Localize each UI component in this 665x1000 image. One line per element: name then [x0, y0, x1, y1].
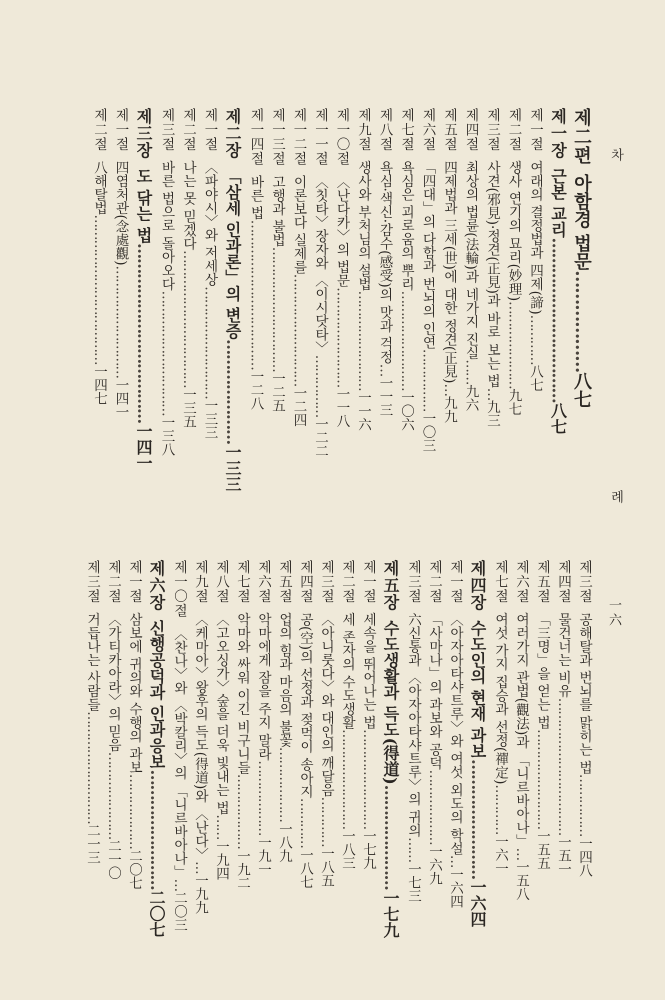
toc-leader-dots: …………………	[223, 339, 242, 445]
toc-entry-label: 제九절	[355, 108, 371, 152]
toc-section-entry	[298, 560, 312, 888]
toc-entry-label: 제二절	[426, 560, 442, 604]
toc-section-entry	[406, 560, 420, 903]
toc-section-entry	[181, 108, 195, 428]
toc-entry-title: 악마에게 잠을 주지 말라	[255, 612, 271, 761]
running-header-center: 례	[608, 490, 623, 505]
toc-section-entry	[291, 108, 305, 427]
toc-page-number: 一八五	[318, 846, 334, 888]
toc-page-number: 一四一	[134, 423, 153, 472]
toc-leader-dots: …	[447, 854, 463, 868]
toc-page-number: 一二五	[269, 371, 285, 413]
toc-entry-label: 제二편	[571, 108, 592, 165]
toc-entry-label: 제二절	[105, 560, 121, 604]
toc-page-number: 一九九	[192, 873, 208, 915]
toc-section-entry	[172, 560, 186, 932]
toc-entry-label: 제一절	[447, 560, 463, 604]
toc-section-entry	[442, 108, 456, 423]
toc-leader-dots: ……………	[576, 773, 592, 837]
toc-page-number: 一七三	[405, 862, 421, 903]
toc-entry-label: 제五절	[534, 560, 550, 604]
toc-section-entry	[506, 108, 520, 416]
toc-page-number: 二〇七	[126, 848, 142, 890]
toc-section-entry	[334, 108, 348, 428]
toc-page-number: 一五八	[513, 860, 529, 901]
toc-entry-label: 제一절	[201, 108, 218, 152]
toc-entry-title: 여섯 가지 집승과 선정(禪定)	[492, 612, 508, 785]
toc-section-entry	[399, 108, 413, 431]
toc-entry-label: 제六절	[513, 560, 529, 604]
toc-page-number: 一三八	[158, 415, 175, 457]
toc-entry-title: 六신통과 〈아자아타샤트루〉의 귀의	[405, 612, 421, 838]
toc-entry-title: 〈고오싱가〉숲을 더욱 빛내는 법	[213, 612, 229, 815]
toc-entry-title: 도 닦는 법	[134, 168, 153, 244]
toc-page-number: 一一八	[333, 387, 350, 428]
toc-section-entry	[270, 108, 284, 412]
toc-leader-dots: ………………………………	[247, 219, 264, 370]
toc-page-number: 八七	[527, 364, 543, 392]
toc-page-number: 一六九	[426, 844, 442, 886]
toc-entry-title: 생사와 부처님의 설법	[355, 160, 371, 291]
toc-leader-dots: ………………………	[112, 265, 129, 379]
toc-entry-title: 「사마나」의 과보와 공덕	[426, 612, 442, 770]
toc-entry-label: 제三절	[405, 560, 421, 604]
toc-entry-title: 「四대」의 다함과 번뇌의 인연	[419, 160, 436, 349]
toc-entry-title: 「三명」을 얻는 법	[534, 612, 550, 730]
toc-leader-dots: …………………	[381, 784, 400, 890]
toc-entry-label: 제一〇절	[171, 560, 187, 618]
toc-page-number: 一七九	[360, 829, 376, 870]
toc-entry-label: 제四절	[555, 560, 571, 604]
toc-section-entry	[248, 108, 262, 410]
toc-leader-dots: ……	[213, 814, 229, 840]
toc-leader-dots: ……………………	[468, 759, 487, 880]
toc-entry-label: 제三절	[484, 108, 500, 152]
toc-section-entry	[202, 108, 216, 439]
toc-section-entry	[427, 560, 441, 885]
toc-entry-label: 제五장	[381, 560, 400, 611]
toc-chapter-entry	[224, 108, 240, 492]
toc-leader-dots: ……	[405, 837, 421, 863]
toc-section-entry	[577, 560, 591, 877]
toc-leader-dots: ………………	[571, 270, 592, 373]
toc-leader-dots: ………………	[426, 769, 442, 845]
toc-section-entry	[356, 108, 370, 431]
toc-leader-dots: …	[171, 878, 187, 892]
toc-page-number: 一二二	[312, 417, 328, 458]
toc-entry-label: 제三장	[134, 108, 153, 159]
toc-page-number: 一六四	[468, 879, 487, 928]
toc-entry-label: 제七절	[492, 560, 508, 604]
toc-page-number: 二〇七	[147, 889, 166, 938]
toc-page-number: 一六一	[492, 834, 508, 875]
toc-leader-dots: …	[192, 861, 208, 874]
toc-entry-title: 〈아자아타샤트루〉와 여섯 외도의 학설	[447, 612, 463, 855]
toc-section-entry	[463, 108, 477, 411]
toc-leader-dots: ………………………	[84, 711, 100, 824]
toc-entry-title: 악마와 싸워 이긴 비구니들	[234, 612, 250, 774]
toc-entry-title: 물건너는 비유	[555, 612, 571, 698]
toc-leader-dots: ………………………………	[91, 214, 107, 365]
toc-leader-dots: ………………	[255, 760, 271, 836]
toc-page-number: 一四七	[91, 364, 107, 405]
toc-entry-title: 사견(邪見)·정견(正見)과 바로 보는 법	[484, 160, 500, 388]
toc-page-number: 一三五	[180, 387, 196, 429]
toc-page-number: 九三	[484, 400, 500, 428]
toc-entry-label: 제一二절	[290, 108, 307, 166]
toc-entry-title: 세속을 뛰어나는 법	[360, 612, 376, 730]
toc-page-number: 九六	[462, 384, 479, 412]
toc-chapter-entry	[550, 108, 566, 435]
toc-page-number: 一三三	[223, 444, 242, 493]
toc-leader-dots: …	[441, 383, 457, 396]
toc-entry-label: 제六절	[419, 108, 436, 152]
toc-page-number: 一三三	[201, 398, 218, 440]
toc-page-number: 一五一	[555, 835, 571, 876]
toc-section-entry	[193, 560, 207, 914]
toc-page-number: 一六四	[447, 867, 463, 908]
toc-leader-dots: …………………	[105, 751, 121, 840]
toc-leader-dots: ……………	[312, 354, 328, 418]
toc-leader-dots: ………………………………	[134, 243, 153, 424]
toc-entry-label: 제二절	[91, 108, 107, 152]
running-header-left: 차	[608, 148, 623, 163]
toc-leader-dots: ………………	[234, 773, 250, 849]
toc-page-number: 一七九	[381, 889, 400, 938]
toc-section-entry	[514, 560, 528, 901]
toc-page-number: 二一〇	[105, 839, 121, 880]
toc-leader-dots: …………	[318, 796, 334, 847]
toc-page-number: 一一六	[355, 390, 371, 432]
toc-leader-dots: ……………………	[333, 287, 350, 388]
toc-page-number: 一八七	[297, 847, 313, 889]
toc-section-entry	[92, 108, 106, 405]
toc-page-number: 一九四	[213, 839, 229, 880]
toc-entry-title: 바른 법으로 돌아오다	[158, 160, 175, 291]
toc-section-entry	[277, 560, 291, 862]
toc-leader-dots: …………………	[505, 301, 522, 389]
toc-leader-dots: ……………………	[398, 290, 414, 391]
toc-entry-label: 제五절	[441, 108, 457, 152]
toc-entry-title: 〈난다카〉의 법문	[333, 175, 350, 288]
toc-page-number: 一二四	[290, 386, 307, 427]
toc-leader-dots: ………………………	[201, 286, 218, 399]
toc-entry-title: 여러가지 관법(觀法)과 「니르바아나」	[513, 612, 529, 848]
toc-entry-title: 〈칫타〉장자와 〈이시닷타〉	[312, 175, 328, 355]
toc-page-number: 八七	[548, 402, 568, 435]
toc-leader-dots: ……	[462, 359, 479, 385]
toc-entry-label: 제六절	[255, 560, 271, 604]
toc-section-entry	[493, 560, 507, 875]
toc-part-entry	[572, 108, 590, 408]
toc-entry-title: 〈아니룻다〉와 대인의 깨달음	[318, 612, 334, 797]
toc-leader-dots: ………………	[126, 773, 142, 849]
toc-entry-title: 최상의 법륜(法輪)과 네가지 진실	[462, 160, 479, 360]
toc-entry-title: 「삼세 인과론」의 변증	[223, 168, 242, 340]
toc-section-entry	[106, 560, 120, 880]
toc-entry-label: 제三절	[158, 108, 175, 152]
toc-entry-label: 제一절	[112, 108, 129, 152]
toc-section-entry	[485, 108, 499, 427]
toc-entry-title: 근본 교리	[548, 168, 568, 238]
toc-entry-title: 욕심은 괴로움의 뿌리	[398, 160, 414, 291]
toc-page-number: 九七	[505, 388, 522, 416]
toc-entry-title: 거듭나는 사람들	[84, 612, 100, 712]
toc-leader-dots: …	[513, 847, 529, 861]
toc-entry-label: 제三절	[318, 560, 334, 604]
toc-section-entry	[235, 560, 249, 889]
toc-leader-dots: ………………	[276, 746, 292, 822]
toc-leader-dots: ……………………………	[548, 237, 568, 403]
toc-section-entry	[556, 560, 570, 876]
toc-section-entry	[420, 108, 434, 452]
toc-leader-dots: ……………………	[360, 729, 376, 830]
toc-leader-dots: ……………………………	[555, 697, 571, 836]
toc-entry-label: 제八절	[213, 560, 229, 604]
toc-chapter-entry	[382, 560, 398, 938]
toc-section-entry	[256, 560, 270, 876]
toc-entry-label: 제一〇절	[333, 108, 350, 166]
toc-entry-label: 제三절	[84, 560, 100, 604]
toc-entry-label: 제四절	[297, 560, 313, 604]
toc-leader-dots: …………	[297, 797, 313, 848]
page-number: 一六	[606, 598, 621, 628]
toc-section-entry	[214, 560, 228, 880]
toc-section-entry	[113, 108, 127, 419]
toc-section-entry	[85, 560, 99, 864]
toc-leader-dots: ……………………	[534, 729, 550, 830]
toc-section-entry	[361, 560, 375, 870]
toc-entry-label: 제一절	[126, 560, 142, 604]
toc-entry-label: 제三절	[576, 560, 592, 604]
toc-page-number: 一五五	[534, 829, 550, 870]
toc-section-entry	[159, 108, 173, 456]
toc-entry-title: 이론보다 실제를	[290, 175, 307, 274]
toc-leader-dots: …………………………	[158, 290, 175, 416]
toc-entry-title: 〈케마아〉왕후의 득도(得道)와 〈난다〉	[192, 612, 208, 862]
toc-entry-title: 八해탈법	[91, 160, 107, 215]
toc-page-number: 一四一	[112, 378, 129, 419]
toc-page-number: 一〇六	[398, 390, 414, 432]
toc-entry-title: 업의 힘과 마음의 불꽃	[276, 612, 292, 747]
toc-entry-label: 제二장	[223, 108, 242, 159]
toc-section-entry	[319, 560, 333, 887]
toc-entry-title: 아함경 법문	[571, 174, 592, 271]
toc-section-entry	[340, 560, 354, 870]
toc-entry-label: 제五절	[276, 560, 292, 604]
toc-page-number: 二一三	[84, 823, 100, 865]
toc-entry-label: 제一三절	[269, 108, 285, 166]
toc-entry-label: 제八절	[376, 108, 393, 152]
toc-entry-label: 제二절	[180, 108, 196, 152]
toc-entry-title: 수도인의 현재 과보	[468, 620, 487, 760]
toc-leader-dots: …	[376, 363, 393, 377]
toc-entry-title: 〈찬나〉와 〈박칼리〉의 「니르바아나」	[171, 627, 187, 879]
toc-leader-dots: …………	[527, 314, 543, 365]
toc-entry-label: 제一一절	[312, 108, 328, 166]
toc-entry-title: 세 존자의 수도생활	[339, 612, 355, 730]
toc-leader-dots: …	[484, 387, 500, 401]
toc-page-number: 一九一	[255, 835, 271, 876]
toc-leader-dots: ………………………	[290, 273, 307, 387]
toc-entry-title: 수도생활과 득도(得道)	[381, 620, 400, 785]
toc-entry-label: 제四장	[468, 560, 487, 611]
toc-page-number: 一四八	[576, 836, 592, 877]
toc-entry-title: 고행과 불법	[269, 175, 285, 247]
toc-entry-title: 여래의 결정법과 四제(諦)	[527, 160, 543, 315]
toc-entry-label: 제七절	[234, 560, 250, 604]
toc-entry-title: 욕심·색신·감수(感受)의 맛과 걱정	[376, 160, 393, 364]
toc-page-number: 一九二	[234, 848, 250, 890]
toc-entry-label: 제七절	[398, 108, 414, 152]
toc-entry-title: 공(空)의 선정과 젖먹이 송아지	[297, 612, 313, 798]
toc-entry-title: 四제법과 三세(世)에 대한 정견(正見)	[441, 160, 457, 384]
toc-entry-title: 四염처관(念處觀)	[112, 160, 129, 266]
toc-page-number: 九九	[441, 395, 457, 423]
toc-entry-title: 삼보에 귀의와 수행의 과보	[126, 612, 142, 774]
toc-leader-dots: …………………………	[269, 246, 285, 372]
toc-page-number: 一八九	[276, 821, 292, 863]
toc-entry-title: 〈가티카아라〉의 믿음	[105, 612, 121, 752]
toc-page-number: 一八三	[339, 829, 355, 870]
toc-section-entry	[448, 560, 462, 908]
toc-chapter-entry	[135, 108, 151, 471]
toc-leader-dots: ……………………………	[180, 250, 196, 388]
toc-page-number: 二〇三	[171, 891, 187, 932]
toc-entry-label: 제一四절	[247, 108, 264, 166]
toc-page-number: 一〇三	[419, 411, 436, 452]
toc-page-number: 一二八	[247, 369, 264, 411]
toc-leader-dots: ……………………	[355, 290, 371, 391]
toc-page-number: 一一三	[376, 376, 393, 417]
toc-entry-label: 제一절	[360, 560, 376, 604]
toc-leader-dots: ……………………	[339, 729, 355, 830]
toc-entry-label: 제一절	[527, 108, 543, 152]
toc-entry-label: 제九절	[192, 560, 208, 604]
toc-section-entry	[535, 560, 549, 870]
toc-entry-label: 제二절	[505, 108, 522, 152]
toc-section-entry	[127, 560, 141, 889]
toc-entry-title: 생사 연기의 묘리(妙理)	[505, 160, 522, 302]
toc-section-entry	[528, 108, 542, 392]
toc-leader-dots: ……………………	[147, 769, 166, 890]
toc-entry-label: 제一장	[548, 108, 568, 159]
toc-entry-label: 제四절	[462, 108, 479, 152]
toc-entry-title: 바른 법	[247, 175, 264, 220]
toc-entry-title: 신행공덕과 인과응보	[147, 620, 166, 770]
toc-section-entry	[313, 108, 327, 458]
toc-chapter-entry	[148, 560, 164, 938]
toc-section-entry	[377, 108, 391, 417]
toc-page-number: 八七	[571, 372, 592, 409]
toc-entry-title: 나는 못 믿겠다	[180, 160, 196, 251]
toc-entry-label: 제六장	[147, 560, 166, 611]
toc-leader-dots: …………	[492, 784, 508, 835]
toc-entry-label: 제二절	[339, 560, 355, 604]
toc-chapter-entry	[469, 560, 485, 927]
toc-entry-title: 〈파야시〉와 저세상	[201, 160, 218, 287]
toc-leader-dots: ……………	[419, 348, 436, 412]
toc-entry-title: 공해탈과 번뇌를 맑히는 법	[576, 612, 592, 774]
